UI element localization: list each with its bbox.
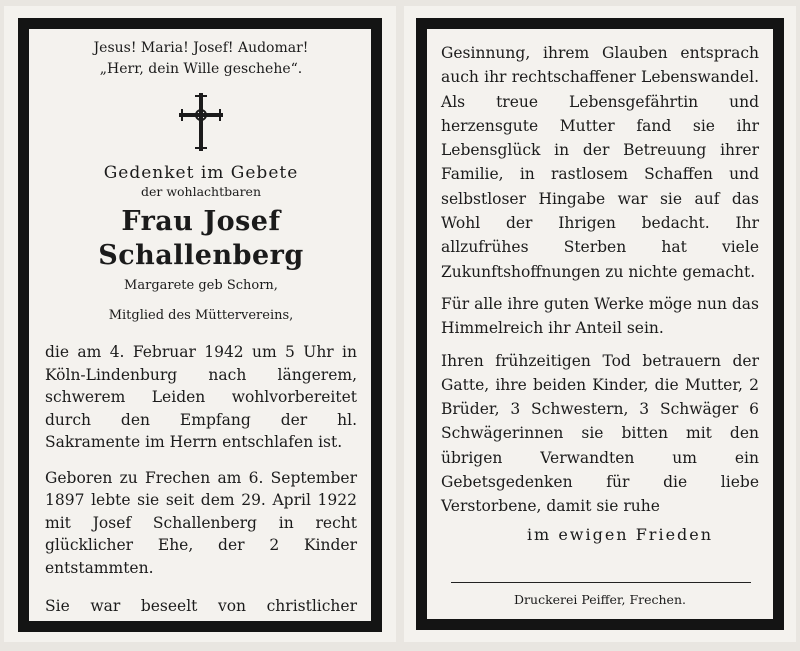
left-page-border xyxy=(18,18,382,632)
life-paragraph: Geboren zu Frechen am 6. September 1897 lebte sie seit dem 29. April 1922 mit Josef Schallenberg in recht glücklicher Ehe, der 2 Kinder entstammten. xyxy=(45,468,357,577)
printer-credit: Druckerei Peiffer, Frechen. xyxy=(514,592,686,607)
left-page-content xyxy=(29,29,371,621)
death-paragraph: die am 4. Februar 1942 um 5 Uhr in Köln-Lindenburg nach längerem, schwerem Leiden wohlvorbereitet durch den Empfang der hl. Sakramente im Herrn entschlafen ist. xyxy=(45,343,357,451)
divider xyxy=(451,582,751,583)
maiden-name: Margarete geb Schorn, xyxy=(124,278,278,293)
motto: „Herr, dein Wille geschehe“. xyxy=(99,61,303,77)
continuation-line: Sie war beseelt von christlicher xyxy=(45,597,357,615)
right-page xyxy=(404,6,796,642)
mourners-paragraph: Ihren frühzeitigen Tod betrauern der Gatte, ihre beiden Kinder, die Mutter, 2 Brüder, 3 Schwestern, 3 Schwäger 6 Schwägerinnen sie bitten mit den übrigen Verwandten um ein Gebetsgedenken für die liebe Verstorbene, damit sie ruhe xyxy=(441,351,759,516)
right-page-content xyxy=(427,29,773,619)
invocation: Jesus! Maria! Josef! Audomar! xyxy=(93,40,309,56)
left-page xyxy=(4,6,396,642)
cross-icon xyxy=(179,93,223,151)
right-page-border xyxy=(416,18,784,630)
character-paragraph: Gesinnung, ihrem Glauben entsprach auch ihr rechtschaffener Lebenswandel. Als treue Lebensgefährtin und herzensgute Mutter fand sie ihr Lebensglück in der Betreuung ihrer Familie, in rastlosem Schaffen und selbstloser Hingabe war sie auf das Wohl der Ihrigen bedacht. Ihr allzufrühes Sterben hat viele Zukunftshoffnungen zu nichte gemacht. xyxy=(441,44,759,281)
deceased-name: Frau Josef Schallenberg xyxy=(98,206,304,271)
membership: Mitglied des Müttervereins, xyxy=(108,308,294,323)
remember-heading: Gedenket im Gebete xyxy=(103,163,299,183)
honorific: der wohlachtbaren xyxy=(140,184,262,199)
eternal-peace: im ewigen Frieden xyxy=(526,524,714,544)
blessing-paragraph: Für alle ihre guten Werke möge nun das Himmelreich ihr Anteil sein. xyxy=(441,294,759,338)
